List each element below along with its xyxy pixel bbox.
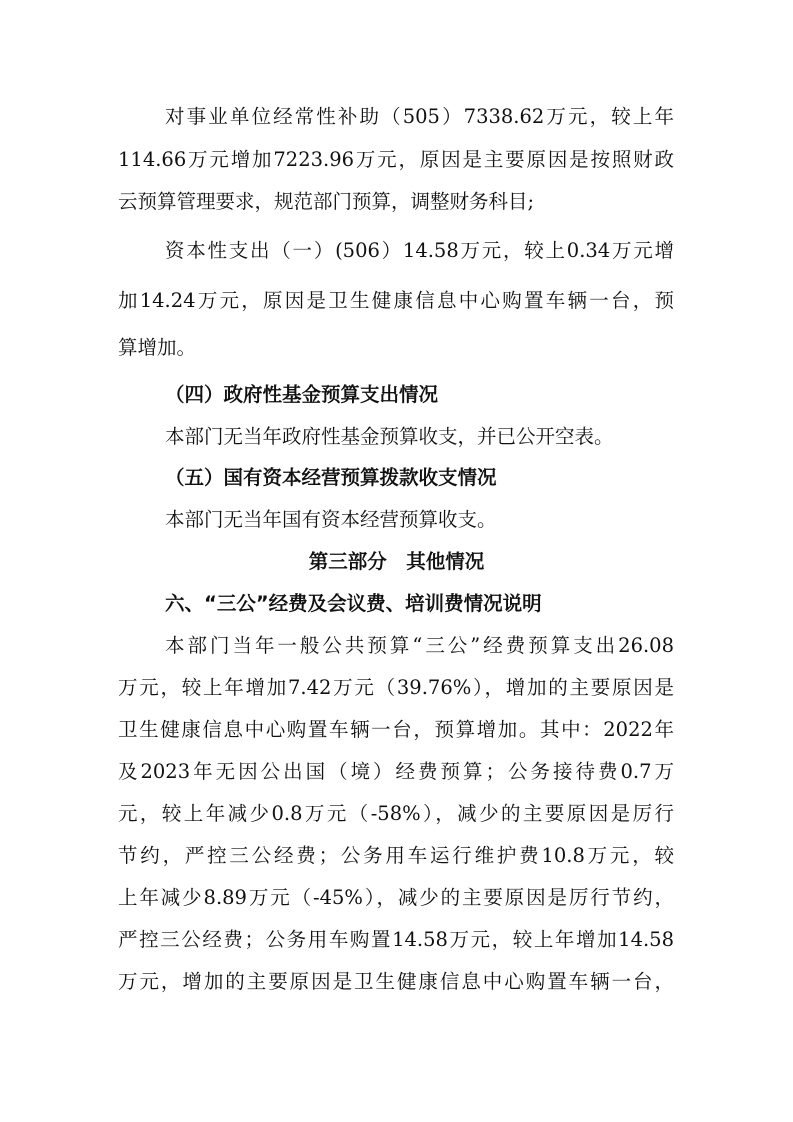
paragraph-line: 本部门无当年政府性基金预算收支，并已公开空表。 (165, 425, 614, 448)
paragraph-line: 元，较上年减少0.8万元（-58%），减少的主要原因是厉行 (118, 802, 674, 825)
paragraph-line: 严控三公经费；公务用车购置14.58万元，较上年增加14.58 (118, 928, 674, 951)
paragraph-line: 节约，严控三公经费；公务用车运行维护费10.8万元，较 (118, 844, 674, 867)
paragraph-line: 卫生健康信息中心购置车辆一台，预算增加。其中：2022年 (118, 718, 674, 741)
section-heading-state-capital: （五）国有资本经营预算拨款收支情况 (165, 466, 497, 489)
paragraph-line: 万元，增加的主要原因是卫生健康信息中心购置车辆一台， (118, 970, 674, 993)
paragraph-line: 114.66万元增加7223.96万元，原因是主要原因是按照财政 (118, 148, 674, 171)
paragraph-line: 本部门当年一般公共预算“三公”经费预算支出26.08 (165, 634, 674, 657)
section-heading-government-fund: （四）政府性基金预算支出情况 (165, 383, 439, 406)
paragraph-line: 资本性支出（一）(506）14.58万元，较上0.34万元增 (165, 239, 674, 262)
part-title: 第三部分 其他情况 (308, 550, 485, 573)
paragraph-line: 万元，较上年增加7.42万元（39.76%），增加的主要原因是 (118, 676, 674, 699)
paragraph-line: 上年减少8.89万元（-45%），减少的主要原因是厉行节约， (118, 886, 674, 909)
paragraph-line: 云预算管理要求，规范部门预算，调整财务科目; (118, 190, 535, 213)
paragraph-line: 及2023年无因公出国（境）经费预算；公务接待费0.7万 (118, 760, 674, 783)
paragraph-line: 对事业单位经常性补助（505）7338.62万元，较上年 (165, 105, 674, 128)
paragraph-line: 本部门无当年国有资本经营预算收支。 (165, 508, 497, 531)
paragraph-line: 算增加。 (118, 336, 197, 359)
paragraph-line: 加14.24万元，原因是卫生健康信息中心购置车辆一台，预 (118, 289, 674, 312)
section-heading-three-public-expenses: 六、“三公”经费及会议费、培训费情况说明 (165, 592, 542, 615)
